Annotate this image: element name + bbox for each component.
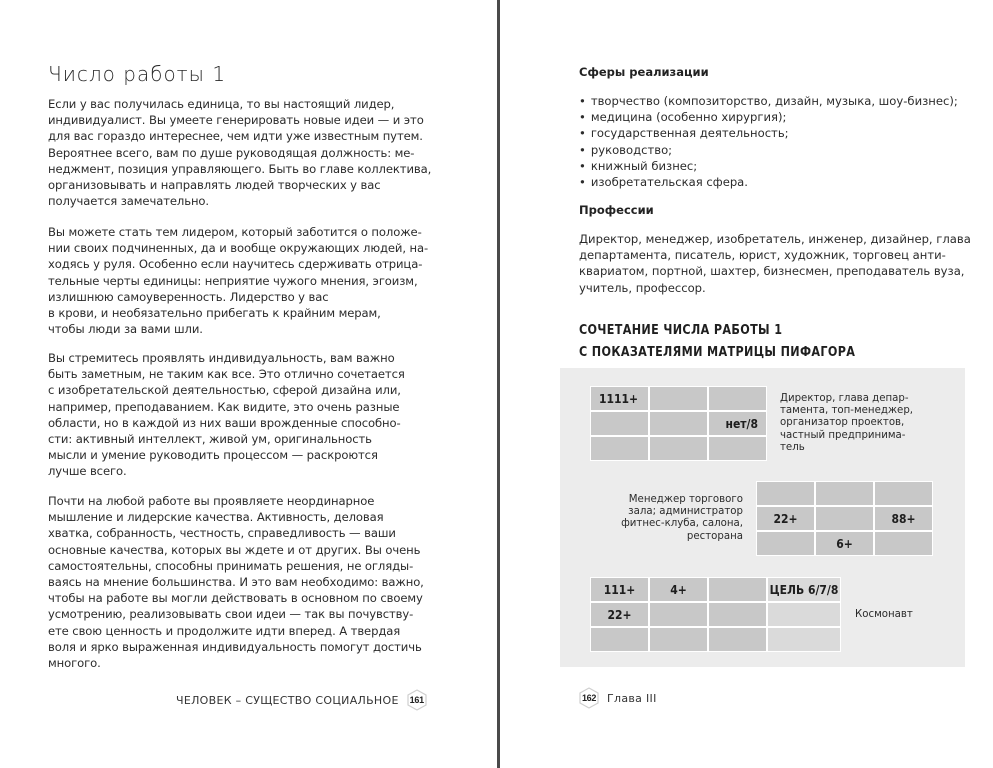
text-line: для вас гораздо интереснее, чем идти уже известным путем. xyxy=(48,129,423,144)
matrix-cell xyxy=(709,437,766,460)
text-line: ете свою ценность и продолжите идти вперед. А твердая xyxy=(48,623,401,638)
caption-line: организатор проектов, xyxy=(780,417,905,429)
matrix-cell xyxy=(709,387,766,410)
caption-line: Директор, глава депар- xyxy=(780,393,909,404)
spheres-heading: Сферы реализации xyxy=(579,65,709,79)
running-head: ЧЕЛОВЕК – СУЩЕСТВО СОЦИАЛЬНОЕ xyxy=(176,693,399,707)
matrix-cell xyxy=(816,482,873,505)
text-line: учитель, профессор. xyxy=(579,280,706,295)
matrix-cell xyxy=(875,482,932,505)
text-line: нии своих подчиненных, да и вообще окружающих людей, на- xyxy=(48,241,429,256)
text-line: Почти на любой работе вы проявляете неординарное xyxy=(48,494,375,508)
page-number-badge xyxy=(579,687,599,709)
matrix-cell: 111+ xyxy=(591,578,648,601)
text-line: мысли и умение руководить процессом — раскроются xyxy=(48,448,378,463)
caption-line: тель xyxy=(780,441,805,453)
list-item: • медицина (особенно хирургия); xyxy=(579,109,958,125)
matrix-cell xyxy=(768,603,840,626)
matrix-grid-2 xyxy=(756,481,933,556)
chapter-title: Число работы 1 xyxy=(48,62,227,86)
matrix-grid-1 xyxy=(590,386,767,461)
text-line: Директор, менеджер, изобретатель, инженер, дизайнер, глава xyxy=(579,232,971,246)
list-item: • государственная деятельность; xyxy=(579,125,958,141)
matrix-cell xyxy=(650,387,707,410)
running-head: Глава III xyxy=(607,691,657,705)
matrix-caption-3 xyxy=(855,609,913,621)
matrix-cell xyxy=(591,628,648,651)
caption-line: Менеджер торгового xyxy=(628,494,743,505)
text-line: мышление и лидерские качества. Активность, деловая xyxy=(48,510,384,525)
caption-line: ресторана xyxy=(686,530,743,542)
list-item: • творчество (композиторство, дизайн, музыка, шоу-бизнес); xyxy=(579,93,958,109)
professions-text xyxy=(579,231,971,296)
matrix-cell xyxy=(757,532,814,555)
matrix-cell: 4+ xyxy=(650,578,707,601)
matrix-cell: 88+ xyxy=(875,507,932,530)
page-number: 162 xyxy=(581,693,597,703)
text-line: например, преподаванием. Как видите, это очень разные xyxy=(48,399,400,414)
matrix-cell xyxy=(757,482,814,505)
page-number: 161 xyxy=(409,695,424,705)
matrix-cell xyxy=(650,603,707,626)
text-line: Вы стремитесь проявлять индивидуальность, вам важно xyxy=(48,351,395,365)
paragraph-3 xyxy=(48,350,418,480)
text-line: тельные черты единицы: неприятие чужого мнения, эгоизм, xyxy=(48,273,418,288)
text-line: хватка, собранность, честность, справедливость — ваши xyxy=(48,526,396,541)
text-line: лучше всего. xyxy=(48,464,127,479)
text-line: излишнюю самоуверенность. Лидерство у вас xyxy=(48,289,329,304)
caption-line: фитнес-клуба, салона, xyxy=(621,518,743,530)
text-line: воля и ярко выраженная индивидуальность помогут достичь xyxy=(48,639,422,654)
text-line: департамента, писатель, юрист, художник, торговец анти- xyxy=(579,248,946,263)
text-line: усмотрению, реализовывать свои идеи — так вы почувству- xyxy=(48,607,414,622)
matrix-cell: 1111+ xyxy=(591,387,648,410)
text-line: Если у вас получилась единица, то вы настоящий лидер, xyxy=(48,97,395,111)
professions-heading: Профессии xyxy=(579,203,654,217)
text-line: неджмент, позиция управляющего. Быть во главе коллектива, xyxy=(48,161,432,176)
matrix-cell xyxy=(709,628,766,651)
matrix-panel xyxy=(560,368,965,667)
text-line: многого. xyxy=(48,656,101,671)
matrix-cell xyxy=(709,603,766,626)
text-line: получается замечательно. xyxy=(48,194,210,209)
matrix-caption-1 xyxy=(780,393,913,454)
combination-title xyxy=(579,320,855,364)
page-footer-left xyxy=(176,689,427,711)
text-line: организовывать и направлять людей творческих у вас xyxy=(48,178,381,193)
page-footer-right xyxy=(579,687,657,709)
matrix-cell xyxy=(816,507,873,530)
text-line: чтобы на работе вы могли действовать в основном по своему xyxy=(48,591,423,606)
spheres-list xyxy=(579,93,958,190)
text-line: ходясь у руля. Особенно если научитесь сдерживать отрица- xyxy=(48,257,423,272)
matrix-cell xyxy=(768,628,840,651)
matrix-cell xyxy=(591,412,648,435)
text-line: индивидуалист. Вы умеете генерировать новые идеи — и это xyxy=(48,113,424,128)
paragraph-1 xyxy=(48,96,432,209)
text-line: сти: активный интеллект, живой ум, оригинальность xyxy=(48,432,372,447)
text-line: в крови, и необязательно прибегать к крайним мерам, xyxy=(48,306,381,321)
matrix-cell xyxy=(875,532,932,555)
caption-line: Космонавт xyxy=(855,609,913,620)
matrix-cell xyxy=(650,412,707,435)
title-line: СОЧЕТАНИЕ ЧИСЛА РАБОТЫ 1 xyxy=(579,323,783,338)
matrix-cell xyxy=(650,628,707,651)
text-line: основные качества, которых вы ждете и от других. Вы очень xyxy=(48,542,421,557)
paragraph-2 xyxy=(48,224,429,337)
matrix-cell xyxy=(650,437,707,460)
matrix-cell xyxy=(709,578,766,601)
matrix-caption-2 xyxy=(600,494,743,543)
title-line: С ПОКАЗАТЕЛЯМИ МАТРИЦЫ ПИФАГОРА xyxy=(579,345,856,360)
list-item: • руководство; xyxy=(579,142,958,158)
caption-line: зала; администратор xyxy=(628,506,743,518)
paragraph-4 xyxy=(48,493,424,671)
text-line: с изобретательской деятельностью, сферой дизайна или, xyxy=(48,383,401,398)
matrix-cell: 22+ xyxy=(757,507,814,530)
matrix-cell: нет/8 xyxy=(709,412,766,435)
caption-line: частный предпринима- xyxy=(780,429,906,441)
text-line: Вероятнее всего, вам по душе руководящая должность: ме- xyxy=(48,145,415,160)
text-line: квариатом, портной, шахтер, бизнесмен, преподаватель вуза, xyxy=(579,264,965,279)
text-line: Вы можете стать тем лидером, который заботится о положе- xyxy=(48,225,422,239)
right-page xyxy=(500,0,993,768)
text-line: области, но в каждой из них ваши врожденные способно- xyxy=(48,415,401,430)
caption-line: тамента, топ-менеджер, xyxy=(780,405,914,417)
text-line: быть заметным, не таким как все. Это отлично сочетается xyxy=(48,367,405,382)
text-line: самостоятельны, способны принимать решения, не огляды- xyxy=(48,558,414,573)
matrix-cell-goal: ЦЕЛЬ 6/7/8 xyxy=(768,578,840,601)
text-line: чтобы люди за вами шли. xyxy=(48,322,203,337)
list-item: • изобретательская сфера. xyxy=(579,174,958,190)
text-line: ваясь на мнение большинства. И это вам необходимо: важно, xyxy=(48,575,424,590)
matrix-grid-3 xyxy=(590,577,841,652)
list-item: • книжный бизнес; xyxy=(579,158,958,174)
page-number-badge xyxy=(407,689,427,711)
matrix-cell: 22+ xyxy=(591,603,648,626)
matrix-cell: 6+ xyxy=(816,532,873,555)
matrix-cell xyxy=(591,437,648,460)
